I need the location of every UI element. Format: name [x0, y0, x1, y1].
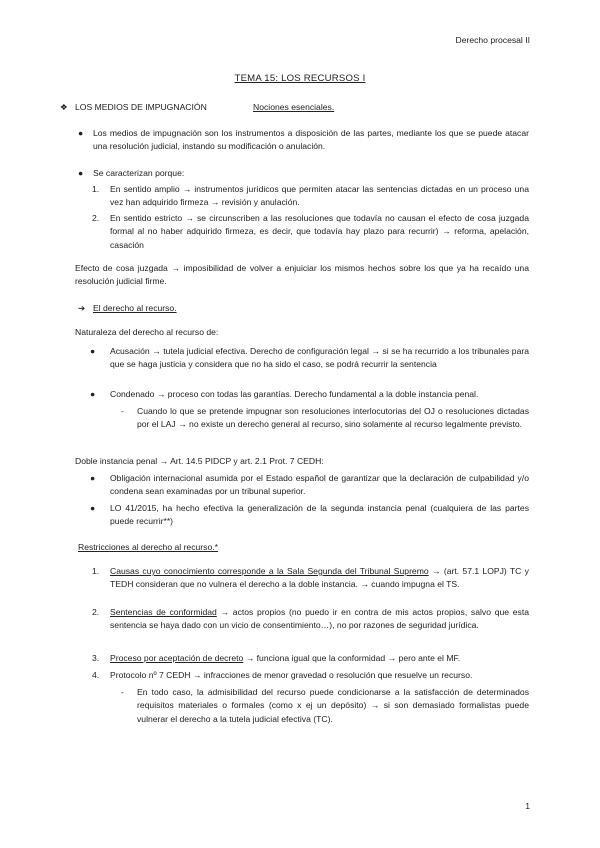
list-number: 2.	[92, 607, 100, 617]
list-number: 4.	[92, 670, 100, 680]
list-item-text: → (art. 57.1 LOPJ) TC y TEDH consideran que no vulnera el derecho a la doble instancia. → cuando impugna el TS.	[110, 566, 529, 590]
bullet-dot-icon: ●	[78, 168, 84, 178]
list-item: Protocolo nº 7 CEDH → infracciones de menor gravedad o resolución que resuelve un recurso.	[110, 670, 473, 680]
arrow-icon: ➔	[78, 303, 86, 313]
list-number: 1.	[92, 566, 100, 576]
list-number: 3.	[92, 653, 100, 663]
section-heading: LOS MEDIOS DE IMPUGNACIÓN	[75, 102, 207, 112]
paragraph-definition: Los medios de impugnación son los instrumentos a disposición de las partes, mediante los que se puede atacar una resolución judicial, instando su modificación o anulación.	[93, 128, 529, 152]
list-item-underlined: Sentencias de conformidad	[110, 607, 217, 617]
list-item-underlined: Causas cuyo conocimiento corresponde a la Sala Segunda del Tribunal Supremo	[110, 566, 429, 576]
list-item-underlined: Proceso por aceptación de decreto	[110, 653, 244, 663]
page-number: 1	[525, 801, 530, 811]
list-item	[110, 565, 529, 592]
list-item-text: → actos propios (no puedo ir en contra de mis actos propios, salvo que esta sentencia se haya dado con un vicio de consentimiento…), no por razones de seguridad jurídica.	[110, 607, 529, 631]
dash-icon: -	[121, 687, 124, 697]
bullet-dot-icon: ●	[90, 503, 96, 513]
list-item: Obligación internacional asumida por el Estado español de garantizar que la declaración de culpabilidad y/o condena sean examinadas por un tribunal superior.	[110, 473, 529, 497]
bullet-dot-icon: ●	[90, 473, 96, 483]
list-number: 2.	[92, 213, 100, 223]
paragraph-doble-instancia: Doble instancia penal → Art. 14.5 PIDCP y art. 2.1 Prot. 7 CEDH:	[75, 456, 324, 466]
bullet-dot-icon: ●	[90, 389, 96, 399]
section-subheading: Nociones esenciales.	[253, 102, 335, 112]
list-item	[110, 652, 529, 665]
list-item	[110, 606, 529, 633]
list-number: 1.	[92, 184, 100, 194]
bullet-dot-icon: ●	[78, 128, 84, 138]
paragraph-characteristics: Se caracterizan porque:	[93, 168, 185, 178]
list-item-text: → funciona igual que la conformidad → pero ante el MF.	[243, 653, 461, 663]
section-heading: Restricciones al derecho al recurso.*	[78, 542, 218, 552]
dash-icon: -	[121, 406, 124, 416]
list-item: Cuando lo que se pretende impugnar son resoluciones interlocutorias del OJ o resoluciones dictadas por el LAJ → no existe un derecho general al recurso, sino solamente al recurso legalmente previsto.	[137, 406, 529, 430]
list-item: LO 41/2015, ha hecho efectiva la generalización de la segunda instancia penal (cualquiera de las partes puede recurrir**)	[110, 503, 529, 527]
section-heading: El derecho al recurso.	[93, 303, 177, 313]
paragraph-naturaleza: Naturaleza del derecho al recurso de:	[75, 327, 219, 337]
list-item: En sentido estricto → se circunscriben a las resoluciones que todavía no causan el efecto de cosa juzgada formal al no haber adquirido firmeza, es decir, que todavía hay plazo para recurrir) → reforma, apelación, casación	[110, 213, 529, 250]
list-item: En todo caso, la admisibilidad del recurso puede condicionarse a la satisfacción de determinados requisitos materiales o formales (como x ej un depósito) → si son demasiado formalistas puede vulnerar el derecho a la tutela judicial efectiva (TC).	[137, 687, 529, 724]
page-title: TEMA 15: LOS RECURSOS I	[234, 73, 366, 84]
list-item: Condenado → proceso con todas las garantías. Derecho fundamental a la doble instancia penal.	[110, 389, 479, 399]
running-header: Derecho procesal II	[455, 35, 530, 45]
list-item: En sentido amplio → instrumentos jurídicos que permiten atacar las sentencias dictadas en un proceso una vez han adquirido firmeza → revisión y anulación.	[110, 184, 529, 208]
paragraph-cosa-juzgada: Efecto de cosa juzgada → imposibilidad de volver a enjuiciar los mismos hechos sobre los que ya ha recaído una resolución judicial firme.	[75, 263, 529, 287]
section-marker-diamond-icon: ❖	[60, 102, 68, 112]
bullet-dot-icon: ●	[90, 346, 96, 356]
list-item: Acusación → tutela judicial efectiva. Derecho de configuración legal → si se ha recurrido a los tribunales para que se haga justicia y considera que no ha sido el caso, se podrá recurrir la sentencia	[110, 346, 529, 370]
